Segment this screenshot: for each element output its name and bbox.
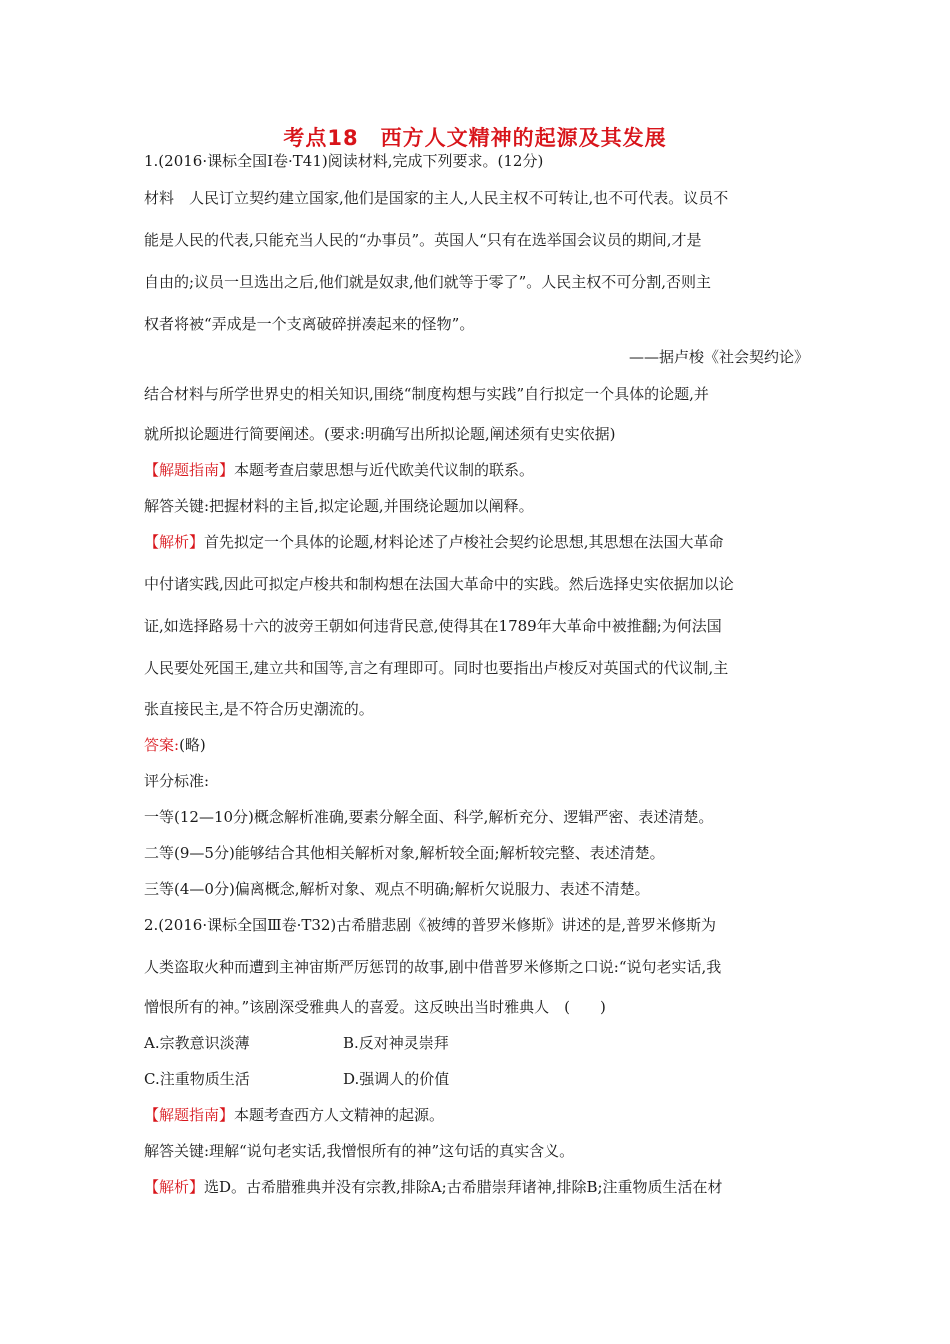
q2-option-c: C.注重物质生活	[144, 1070, 250, 1088]
guide-tag: 【解题指南】	[144, 1106, 235, 1124]
answer-tag: 答案:	[144, 736, 180, 754]
guide-text: 本题考查西方人文精神的起源。	[234, 1106, 445, 1124]
q1-answer	[144, 735, 809, 755]
q1-stem: 1.(2016·课标全国Ⅰ卷·T41)阅读材料,完成下列要求。(12分)	[144, 152, 544, 170]
guide-text: 本题考查启蒙思想与近代欧美代议制的联系。	[234, 461, 535, 479]
q2-option-a: A.宗教意识淡薄	[144, 1034, 250, 1052]
answer-text: (略)	[179, 736, 206, 754]
q1-material-line: 材料 人民订立契约建立国家,他们是国家的主人,人民主权不可转让,也不可代表。议员不	[144, 189, 729, 207]
analysis-text: 选D。古希腊雅典并没有宗教,排除A;古希腊崇拜诸神,排除B;注重物质生活在材	[204, 1178, 723, 1196]
q1-task-line: 结合材料与所学世界史的相关知识,围绕“制度构想与实践”自行拟定一个具体的论题,并	[144, 385, 709, 403]
q1-analysis-line	[144, 532, 809, 552]
q1-material-line: 能是人民的代表,只能充当人民的“办事员”。英国人“只有在选举国会议员的期间,才是	[144, 231, 702, 249]
q2-guide	[144, 1105, 809, 1125]
q1-analysis-line: 人民要处死国王,建立共和国等,言之有理即可。同时也要指出卢梭反对英国式的代议制,主	[144, 659, 729, 677]
q1-material-line: 自由的;议员一旦选出之后,他们就是奴隶,他们就等于零了”。人民主权不可分割,否则主	[144, 273, 712, 291]
q2-stem-line: 憎恨所有的神。”该剧深受雅典人的喜爱。这反映出当时雅典人 ( )	[144, 998, 606, 1016]
q2-analysis-line	[144, 1177, 809, 1197]
q2-options-row	[144, 1069, 809, 1089]
q1-scoring-line: 三等(4—0分)偏离概念,解析对象、观点不明确;解析欠说服力、表述不清楚。	[144, 880, 650, 898]
guide-tag: 【解题指南】	[144, 461, 235, 479]
analysis-tag: 【解析】	[144, 533, 205, 551]
q2-stem-line: 2.(2016·课标全国Ⅲ卷·T32)古希腊悲剧《被缚的普罗米修斯》讲述的是,普罗米修斯为	[144, 916, 717, 934]
q2-key: 解答关键:理解“说句老实话,我憎恨所有的神”这句话的真实含义。	[144, 1142, 575, 1160]
analysis-text: 首先拟定一个具体的论题,材料论述了卢梭社会契约论思想,其思想在法国大革命	[204, 533, 724, 551]
q1-key: 解答关键:把握材料的主旨,拟定论题,并围绕论题加以阐释。	[144, 497, 534, 515]
q1-analysis-line: 中付诸实践,因此可拟定卢梭共和制构想在法国大革命中的实践。然后选择史实依据加以论	[144, 575, 734, 593]
q2-options-row	[144, 1033, 809, 1053]
q1-material-line: 权者将被“弄成是一个支离破碎拼凑起来的怪物”。	[144, 315, 475, 333]
q1-material-source: ——据卢梭《社会契约论》	[628, 348, 809, 366]
q2-option-d: D.强调人的价值	[343, 1070, 450, 1088]
q2-option-b: B.反对神灵崇拜	[343, 1034, 449, 1052]
q1-scoring-title: 评分标准:	[144, 772, 210, 790]
q1-scoring-line: 二等(9—5分)能够结合其他相关解析对象,解析较全面;解析较完整、表述清楚。	[144, 844, 665, 862]
page-title: 考点18 西方人文精神的起源及其发展	[283, 126, 667, 150]
q2-stem-line: 人类盗取火种而遭到主神宙斯严厉惩罚的故事,剧中借普罗米修斯之口说:“说句老实话,我	[144, 958, 722, 976]
q1-scoring-line: 一等(12—10分)概念解析准确,要素分解全面、科学,解析充分、逻辑严密、表述清楚。	[144, 808, 714, 826]
q1-analysis-line: 证,如选择路易十六的波旁王朝如何违背民意,使得其在1789年大革命中被推翻;为何法国	[144, 617, 722, 635]
q1-guide	[144, 460, 809, 480]
analysis-tag: 【解析】	[144, 1178, 205, 1196]
q1-analysis-line: 张直接民主,是不符合历史潮流的。	[144, 700, 374, 718]
q1-task-line: 就所拟论题进行简要阐述。(要求:明确写出所拟论题,阐述须有史实依据)	[144, 425, 616, 443]
